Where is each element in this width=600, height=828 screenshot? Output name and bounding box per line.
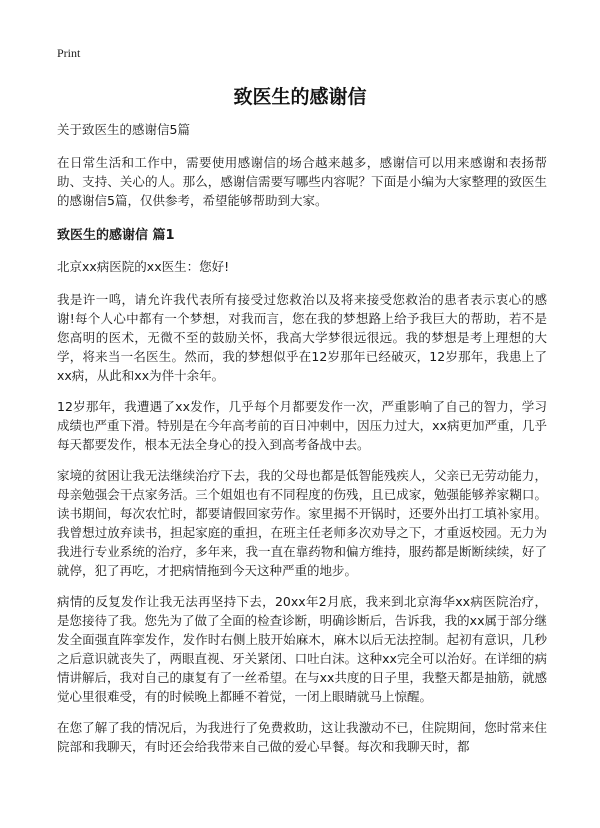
letter-paragraph-3: 家境的贫困让我无法继续治疗下去，我的父母也都是低智能残疾人，父亲已无劳动能力，母亲勉强会干点家务活。三个姐姐也有不同程度的伤残，且已成家，勉强能够养家糊口。读书期间，每次农忙时，都要请假回家劳作。家里揭不开锅时，还要外出打工填补家用。我曾想过放弃读书，担起家庭的重担，在班主任老师多次劝导之下，才重返校园。无力为我进行专业系统的治疗，多年来，我一直在靠药物和偏方维持，服药都是断断续续，好了就停，犯了再吃，才把病情拖到今天这种严重的地步。 — [57, 468, 547, 578]
letter-paragraph-2: 12岁那年，我遭遇了xx发作，几乎每个月都要发作一次，严重影响了自己的智力，学习成绩也严重下滑。特别是在今年高考前的百日冲刺中，因压力过大，xx病更加严重，几乎每天都要发作，根本无法全身心的投入到高考备战中去。 — [57, 399, 547, 452]
article-body — [57, 120, 547, 768]
letter-greeting: 北京xx病医院的xx医生：您好! — [57, 259, 230, 274]
section-heading: 致医生的感谢信 篇1 — [57, 228, 175, 243]
page-title: 致医生的感谢信 — [233, 86, 367, 108]
print-link[interactable]: Print — [57, 46, 81, 60]
article-subtitle: 关于致医生的感谢信5篇 — [57, 122, 190, 137]
letter-paragraph-5: 在您了解了我的情况后，为我进行了免费救助，这让我激动不已，住院期间，您时常来住院部和我聊天，有时还会给我带来自己做的爱心早餐。每次和我聊天时，都 — [57, 720, 547, 754]
letter-paragraph-4: 病情的反复发作让我无法再坚持下去，20xx年2月底，我来到北京海华xx病医院治疗，是您接待了我。您先为了做了全面的检查诊断，明确诊断后，告诉我，我的xx属于部分继发全面强直阵挛发作，发作时右侧上肢开始麻木，麻木以后无法控制。起初有意识，几秒之后意识就丧失了，两眼直视、牙关紧闭、口吐白沫。这种xx完全可以治好。在详细的病情讲解后，我对自己的康复有了一丝希望。在与xx共度的日子里，我整天都是抽筋，就感觉心里很难受，有的时候晚上都睡不着觉，一闭上眼睛就马上惊醒。 — [57, 594, 547, 704]
intro-paragraph: 在日常生活和工作中，需要使用感谢信的场合越来越多，感谢信可以用来感谢和表扬帮助、支持、关心的人。那么，感谢信需要写哪些内容呢？下面是小编为大家整理的致医生的感谢信5篇，仅供参考，希望能够帮助到大家。 — [57, 155, 547, 208]
letter-paragraph-1: 我是许一鸣，请允许我代表所有接受过您救治以及将来接受您救治的患者表示衷心的感谢!每个人心中都有一个梦想，对我而言，您在我的梦想路上给予我巨大的帮助，若不是您高明的医术，无微不至的鼓励关怀，我高大学梦很远很远。我的梦想是考上理想的大学，将来当一名医生。然而，我的梦想似乎在12岁那年已经破灭，12岁那年，我患上了xx病，从此和xx为伴十余年。 — [57, 292, 547, 383]
